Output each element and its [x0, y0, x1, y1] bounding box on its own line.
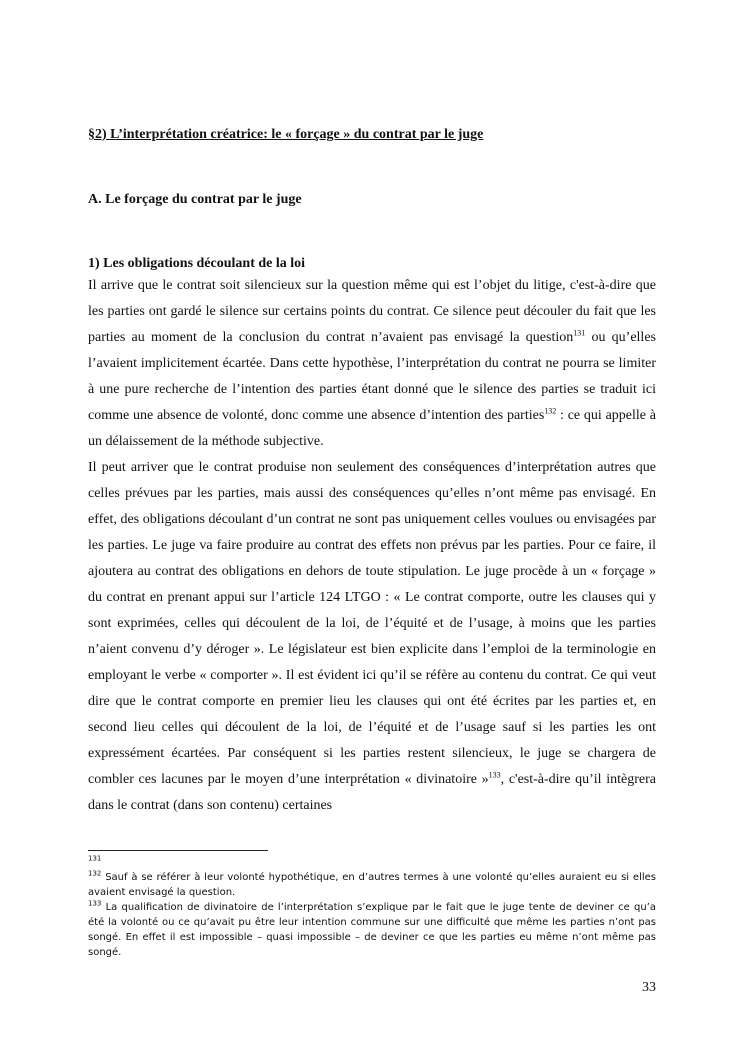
- footnote-text: La qualification de divinatoire de l’interprétation s’explique par le fait que le juge tente de deviner ce qu’a été la volonté ou ce qu’avait pu être leur intention commune sur une difficulté que même les parties n’ont pas songé. En effet il est impossible – quasi impossible – de deviner ce que les parties eu même n’ont même pas songé.: [88, 902, 656, 958]
- footnote-number: 131: [88, 854, 102, 863]
- subsection-heading-1: 1) Les obligations découlant de la loi: [88, 256, 306, 271]
- paragraph-1-text-b: ou qu’elles l’avaient implicitement écartée. Dans cette hypothèse, l’interprétation du contrat ne pourra se limiter à une pure recherche de l’intention des parties étant donné que le silence des parties se traduit ici comme une absence de volonté, donc comme une absence d’intention des parties: [88, 330, 656, 423]
- footnote-133: [88, 900, 656, 960]
- paragraph-1-text-c: : ce qui appelle à un délaissement de la méthode subjective.: [88, 408, 656, 449]
- paragraph-1-text-a: Il arrive que le contrat soit silencieux sur la question même qui est l’objet du litige, c'est-à-dire que les parties ont gardé le silence sur certains points du contrat. Ce silence peut découler du fait que les parties au moment de la conclusion du contrat n’avaient pas envisagé la question: [88, 278, 656, 345]
- footnotes: [88, 855, 656, 960]
- paragraph-2: [88, 455, 656, 819]
- footnote-separator: [88, 850, 268, 851]
- page-number: 33: [642, 980, 656, 995]
- footnote-ref-132[interactable]: 132: [544, 406, 557, 416]
- section-heading: §2) L’interprétation créatrice: le « forçage » du contrat par le juge: [88, 127, 484, 142]
- paragraph-2-text-b: , c'est-à-dire qu’il intègrera dans le contrat (dans son contenu) certaines: [88, 772, 657, 813]
- paragraph-1: [88, 273, 656, 455]
- paragraph-2-text-a: Il peut arriver que le contrat produise non seulement des conséquences d’interprétation autres que celles prévues par les parties, mais aussi des conséquences qu’elles n’ont même pas envisagé. En effet, des obligations découlant d’un contrat ne sont pas uniquement celles voulues ou envisagées par les parties. Le juge va faire produire au contrat des effets non prévus par les parties. Pour ce faire, il ajoutera au contrat des obligations en dehors de toute stipulation. Le juge procède à un « forçage » du contrat en prenant appui sur l’article 124 LTGO : « Le contrat comporte, outre les clauses qui y sont exprimées, celles qui découlent de la loi, de l’équité et de l’usage, à moins que les parties n’aient convenu d’y déroger ». Le législateur est bien explicite dans l’emploi de la terminologie en employant le verbe « comporter ». Il est évident ici qu’il se réfère au contenu du contrat. Ce qui veut dire que le contrat comporte en premier lieu les clauses qui ont été écrites par les parties et, en second lieu celles qui découlent de la loi, de l’équité et de l’usage sauf si les parties les ont expressément écartées. Par conséquent si les parties restent silencieux, le juge se chargera de combler ces lacunes par le moyen d’une interprétation « divinatoire »: [88, 460, 656, 787]
- footnote-number: 132: [88, 869, 102, 878]
- footnote-ref-131[interactable]: 131: [573, 328, 586, 338]
- footnote-ref-133[interactable]: 133: [488, 770, 501, 780]
- footnote-132: [88, 870, 656, 900]
- footnote-131: [88, 855, 656, 870]
- footnote-number: 133: [88, 899, 102, 908]
- footnote-text: Sauf à se référer à leur volonté hypothétique, en d’autres termes à une volonté qu’elles auraient eu si elles avaient envisagé la question.: [88, 872, 656, 898]
- subsection-heading-a: A. Le forçage du contrat par le juge: [88, 192, 302, 207]
- body-text: [88, 273, 656, 819]
